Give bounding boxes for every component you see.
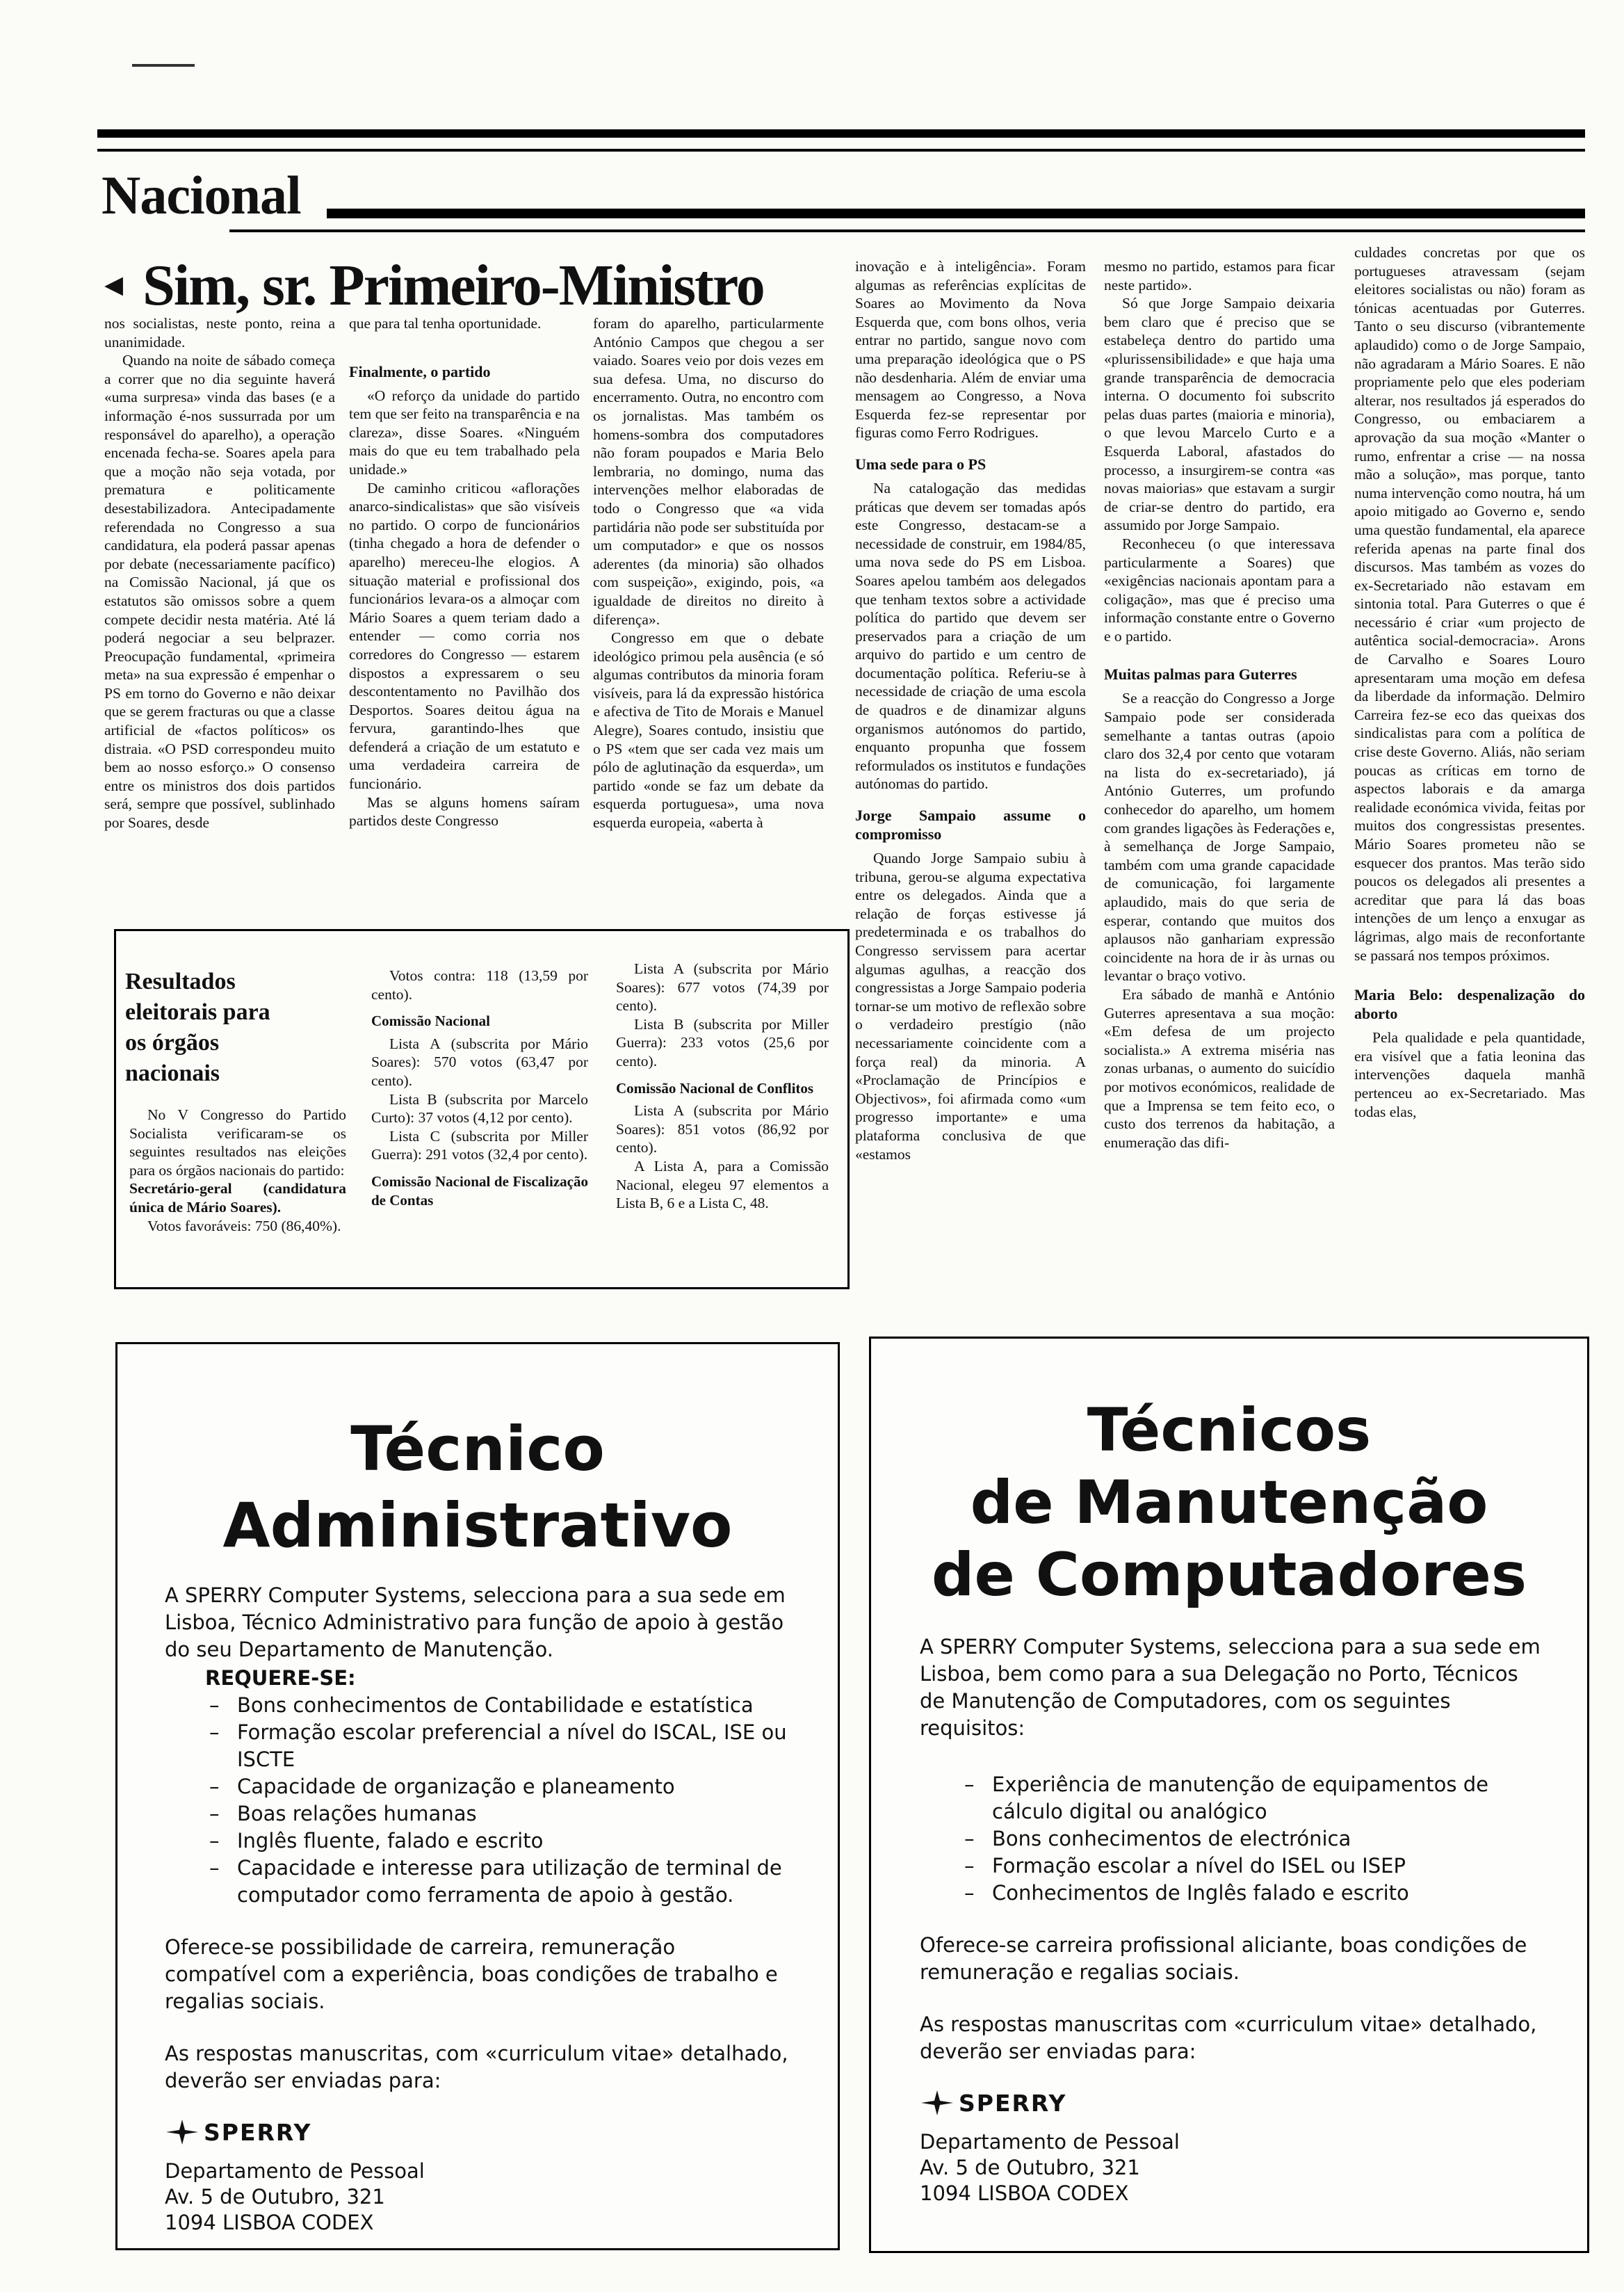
address-line: Av. 5 de Outubro, 321 [165,2185,385,2209]
section-rule [327,209,1585,218]
header-rule-thin [97,149,1585,152]
paragraph: foram do aparelho, particularmente António Campos que chegou a ser vaiado. Soares veio por dois vezes em sua defesa. Uma, no discurso do encerramento. Outra, no encontro com os jornalistas. Mas também os homens-sombra dos computadores não foram poupados e Maria Belo lembraria, no domingo, numa das intervenções melhor elaboradas de todo o Congresso que «a vida partidária não pode ser substituída por um computador» e que os nossos aderentes (da minoria) são olhados com suspeição», exigindo, pois, «a igualdade de direitos no direito à diferença». [593,315,824,628]
ad-offer: Oferece-se possibilidade de carreira, remuneração compatível com a experiência, boas condições de trabalho e regalias sociais. [165,1935,778,2013]
ad-title-line: Administrativo [222,1490,733,1561]
paragraph: Lista B (subscrita por Miller Guerra): 233 votos (25,6 por cento). [616,1015,829,1070]
results-column-1 [129,1106,346,1235]
paragraph: Lista A (subscrita por Mário Soares): 851 votos (86,92 por cento). [616,1102,829,1156]
list-item: – Bons conhecimentos de electrónica [964,1827,1351,1850]
requirements-list [964,1771,1545,1907]
logo-text: SPERRY [204,2118,312,2146]
paragraph [129,1179,346,1216]
ad-intro: A SPERRY Computer Systems, selecciona para a sua sede em Lisboa, bem como para a sua Delegação no Porto, Técnicos de Manutenção de Computadores, com os seguintes requisitos: [920,1635,1541,1740]
results-title: Resultados eleitorais para os órgãos nacionais [125,969,270,1086]
triangle-left-icon: ◂ [104,263,122,305]
bold-text: Secretário-geral (candidatura única de Mário Soares). [129,1180,346,1216]
paragraph: Pela qualidade e pela quantidade, era visível que a fatia leonina das intervenções daquela manhã pertenceu ao ex-Secretariado. Mas todas elas, [1354,1029,1585,1120]
ad-title [871,1394,1587,1611]
paragraph: Lista A (subscrita por Mário Soares): 570 votos (63,47 por cento). [371,1035,588,1089]
job-ad-manutencao [869,1337,1589,2253]
article-column-3 [593,314,824,832]
address-line: Departamento de Pessoal [920,2130,1180,2154]
results-column-2 [371,967,588,1213]
star-cross-icon [920,2089,955,2117]
subheading: Comissão Nacional de Fiscalização de Contas [371,1172,588,1209]
paragraph: Era sábado de manhã e António Guterres apresentava a sua moção: «Em defesa de um projecto socialista.» A extrema miséria nas zonas urbanas, o aumento do suicídio por motivos económicos, realidade de que a Imprensa se tem feito eco, o custo dos terrenos da habitação, a enumeração das difi- [1104,985,1335,1151]
subheading: Finalmente, o partido [349,362,491,380]
list-item: – Formação escolar a nível do ISEL ou ISEP [964,1854,1406,1878]
subheading: Jorge Sampaio assume o compromisso [855,807,1086,844]
paragraph: Lista C (subscrita por Miller Guerra): 291 votos (32,4 por cento). [371,1127,588,1163]
logo-text: SPERRY [959,2089,1067,2117]
list-item: – Bons conhecimentos de Contabilidade e estatística [209,1693,754,1717]
paragraph: nos socialistas, neste ponto, reina a unanimidade. [104,315,335,350]
address-line: 1094 LISBOA CODEX [165,2211,374,2234]
paragraph: «O reforço da unidade do partido tem que ser feito na transparência e na clareza», disse Soares. «Ninguém mais do que eu tem trabalhado pela unidade.» [349,387,580,478]
list-item: – Experiência de manutenção de equipamentos de cálculo digital ou analógico [964,1773,1488,1823]
paragraph: que para tal tenha oportunidade. [349,315,542,332]
paragraph: Mas se alguns homens saíram partidos deste Congresso [349,793,580,830]
job-ad-administrativo [115,1342,840,2250]
ad-reply: As respostas manuscritas com «curriculum vitae» detalhado, deverão ser enviadas para: [920,2012,1537,2063]
header-rule [97,129,1585,138]
ad-body [165,1582,790,2236]
subheading: Uma sede para o PS [855,455,986,473]
results-column-3 [616,960,829,1213]
paragraph: Se a reacção do Congresso a Jorge Sampaio pode ser considerada semelhante a tantas outras (apoio claro dos 32,4 por cento que votaram na lista do ex-secretariado), já António Guterres, um profundo conhecedor do aparelho, um homem com grandes ligações às Federações e, à semelhança de Jorge Sampaio, também com uma grande capacidade de comunicação, foi largamente aplaudido, mais do que seria de esperar, contando que muitos dos aplausos não ganhariam expressão coincidente na hora de ir às urnas ou levantar o braço votivo. [1104,690,1335,985]
ad-title [117,1411,838,1564]
list-item: – Capacidade de organização e planeamento [209,1775,675,1798]
paragraph: Só que Jorge Sampaio deixaria bem claro que é preciso que se estabeleça dentro do partido uma «plurissensibilidade» e que haja uma grande transparência de democracia interna. O documento foi subscrito pelas duas partes (maioria e minoria), o que levou Marcelo Curto e a Esquerda Laboral, afastados do processo, a insurgirem-se contra «as novas maiorias» que estavam a surgir de criar-se dentro do partido, era assumido por Jorge Sampaio. [1104,295,1335,534]
ad-offer: Oferece-se carreira profissional aliciante, boas condições de remuneração e regalias sociais. [920,1933,1527,1984]
sperry-logo [165,2118,790,2146]
address-block [165,2158,790,2236]
subheading: Maria Belo: despenalização do aborto [1354,986,1585,1023]
address-line: 1094 LISBOA CODEX [920,2181,1129,2205]
paragraph: Lista A (subscrita por Mário Soares): 677 votos (74,39 por cento). [616,960,829,1015]
paragraph: Na catalogação das medidas práticas que devem ser tomadas após este Congresso, destacam-se a necessidade de construir, em 1984/85, uma nova sede do PS em Lisboa. Soares apelou também aos delegados que tenham textos sobre a actividade política do partido que devem ser preservados para a criação de um arquivo do partido e um centro de documentação política. Referiu-se à necessidade de criação de uma escola de quadros e de dinamizar alguns organismos autónomos do partido, enquanto propunha que fossem reformulados os institutos e fundações autónomas do partido. [855,479,1086,793]
headline-text: Sim, sr. Primeiro-Ministro [143,253,764,318]
ad-title-line: de Manutenção [970,1468,1488,1538]
subheading: Comissão Nacional de Conflitos [616,1079,814,1097]
paragraph: Congresso em que o debate ideológico primou pela ausência (e só algumas contributos da minoria foram visíveis, para lá da expressão histórica e afectiva de Tito de Morais e Manuel Alegre), Soares contudo, insistiu que o PS «tem que ser cada vez mais um pólo de aglutinação da esquerda», um partido «onde se faz um debate da esquerda portuguesa», uma nova esquerda europeia, «aberta à [593,629,824,832]
requirements-heading: REQUERE-SE: [205,1666,356,1690]
paragraph: Quando Jorge Sampaio subiu à tribuna, gerou-se alguma expectativa entre os delegados. Ainda que a relação de forças estivesse já predeterminada e os trabalhos do Congresso servissem para acertar algumas agulhas, a reacção dos congressistas a Jorge Sampaio poderia tornar-se um motivo de reflexão sobre o verdadeiro prestígio (não necessariamente coincidente com a força real) da minoria. A «Proclamação de Princípios e Objectivos», foi afirmada como «um progresso importante» e uma plataforma conclusiva de que «estamos [855,850,1086,1163]
list-item: – Inglês fluente, falado e escrito [209,1829,544,1853]
section-rule-thin [229,229,1585,232]
ad-title-line: Técnicos [1087,1396,1372,1465]
article-column-6 [1354,243,1585,1121]
requirements-list [209,1692,790,1909]
paragraph: Votos favoráveis: 750 (86,40%). [147,1217,341,1234]
paragraph: A Lista A, para a Comissão Nacional, elegeu 97 elementos a Lista B, 6 e a Lista C, 48. [616,1157,829,1212]
sperry-logo [920,2089,1545,2117]
paragraph: mesmo no partido, estamos para ficar neste partido». [1104,258,1335,293]
article-headline [104,252,764,319]
paragraph: No V Congresso do Partido Socialista verificaram-se os seguintes resultados nas eleições para os órgãos nacionais do partido: [129,1106,346,1179]
star-cross-icon [165,2118,200,2146]
ad-body [920,1633,1545,2206]
ad-title-line: de Computadores [931,1540,1527,1610]
section-title: Nacional [102,165,301,225]
list-item: – Formação escolar preferencial a nível do ISCAL, ISE ou ISCTE [209,1720,787,1771]
article-column-2 [349,314,580,830]
address-line: Departamento de Pessoal [165,2159,425,2183]
list-item: – Conhecimentos de Inglês falado e escrito [964,1881,1409,1905]
paragraph: Reconheceu (o que interessava particularmente a Soares) que «exigências nacionais apontam para a coligação», mas que é preciso uma informação constante entre o Governo e o partido. [1104,535,1335,645]
ad-intro: A SPERRY Computer Systems, selecciona para a sua sede em Lisboa, Técnico Administrativo para função de apoio à gestão do seu Departamento de Manutenção. [165,1583,786,1661]
paragraph: Lista B (subscrita por Marcelo Curto): 37 votos (4,12 por cento). [371,1090,588,1127]
subheading: Comissão Nacional [371,1012,490,1030]
paragraph: inovação e à inteligência». Foram algumas as referências explícitas de Soares ao Movimento da Nova Esquerda que, com bons olhos, veria entrar no partido, sangue novo com uma preparação ideológica que o PS não desdenharia. Além de enviar uma mensagem ao Congresso, a Nova Esquerda fez-se representar por figuras como Ferro Rodrigues. [855,258,1086,442]
list-item: – Boas relações humanas [209,1802,477,1825]
ad-reply: As respostas manuscritas, com «curriculum vitae» detalhado, deverão ser enviadas para: [165,2042,788,2092]
subheading: Muitas palmas para Guterres [1104,665,1297,684]
address-block [920,2129,1545,2206]
article-column-5 [1104,257,1335,1152]
article-column-4 [855,257,1086,1163]
paragraph: Quando na noite de sábado começa a correr que no dia seguinte haverá «uma surpresa» vinda das bases (e a informação é-nos sussurrada por um responsável do aparelho), a operação encenada fecha-se. Soares apela para que a moção não seja votada, por prematura e politicamente desestabilizadora. Antecipadamente referendada no Congresso a sua candidatura, ela poderá passar apenas por debate (necessariamente pacífico) na Comissão Nacional, já que os estatutos são omissos sobre a quem compete decidir nesta matéria. Até lá poderá negociar a seu belprazer. Preocupação fundamental, «primeira meta» na sua expressão é empenhar o PS em torno do Governo e não deixar que se gerem fracturas ou que a classe artificial de «factos políticos» os distraia. «O PSD correspondeu muito bem ao nosso esforço.» O consenso entre os ministros dos dois partidos será, sempre que possível, sublinhado por Soares, desde [104,352,335,832]
ad-title-line: Técnico [350,1413,605,1485]
address-line: Av. 5 de Outubro, 321 [920,2156,1140,2179]
paragraph: culdades concretas por que os portugueses atravessam (sejam eleitores socialistas ou não) foram as tónicas acentuadas por Guterres. Tanto o seu discurso (vibrantemente aplaudido) como o de Jorge Sampaio, não agradaram a Mário Soares. E não propriamente pelo que eles poderiam alterar, nos resultados já esperados do Congresso, ou embaciarem a aprovação da sua moção «Manter o rumo, enfrentar a crise — na nossa mão a solução», mas porque, tanto numa intervenção como noutra, há um apoio mitigado ao Governo e, sendo uma questão fundamental, ela aparece referida apenas na parte final dos discursos. Mas também as vozes do ex-Secretariado não estavam em sintonia total. Para Guterres o que é necessário é criar «um projecto de autêntica social-democracia». Arons de Carvalho e Soares Louro apresentaram uma moção em defesa da liberdade da informação. Delmiro Carreira fez-se eco das queixas dos sindicalistas para com a política de crise deste Governo. Aliás, não seriam poucas as críticas em torno de aspectos laborais e da amarga realidade económica vivida, feitas por muitos dos congressistas presentes. Mário Soares prometeu não se esquecer dos prantos. Mas terão sido poucos os delegados ali presentes a acreditar que para lá das boas intenções de um lenço a enxugar as lágrimas, algo mais de reconfortante se passará nos tempos próximos. [1354,244,1585,964]
list-item: – Capacidade e interesse para utilização de terminal de computador como ferramenta de apoio à gestão. [209,1856,782,1907]
article-column-1 [104,314,335,832]
paragraph: De caminho criticou «aflorações anarco-sindicalistas» que são visíveis no partido. O corpo de funcionários (tinha chegado a hora de defender o aparelho) mereceu-lhe elogios. A situação material e profissional dos funcionários levara-os a almoçar com Mário Soares a quem teriam dado a entender — como corria nos corredores do Congresso — estarem dispostos a expressarem o seu descontentamento no Pavilhão dos Desportos. Soares deitou água na fervura, garantindo-lhes que defenderá a criação de um estatuto e uma verdadeira carreira de funcionário. [349,479,580,793]
top-scan-mark [132,64,195,67]
paragraph: Votos contra: 118 (13,59 por cento). [371,967,588,1003]
